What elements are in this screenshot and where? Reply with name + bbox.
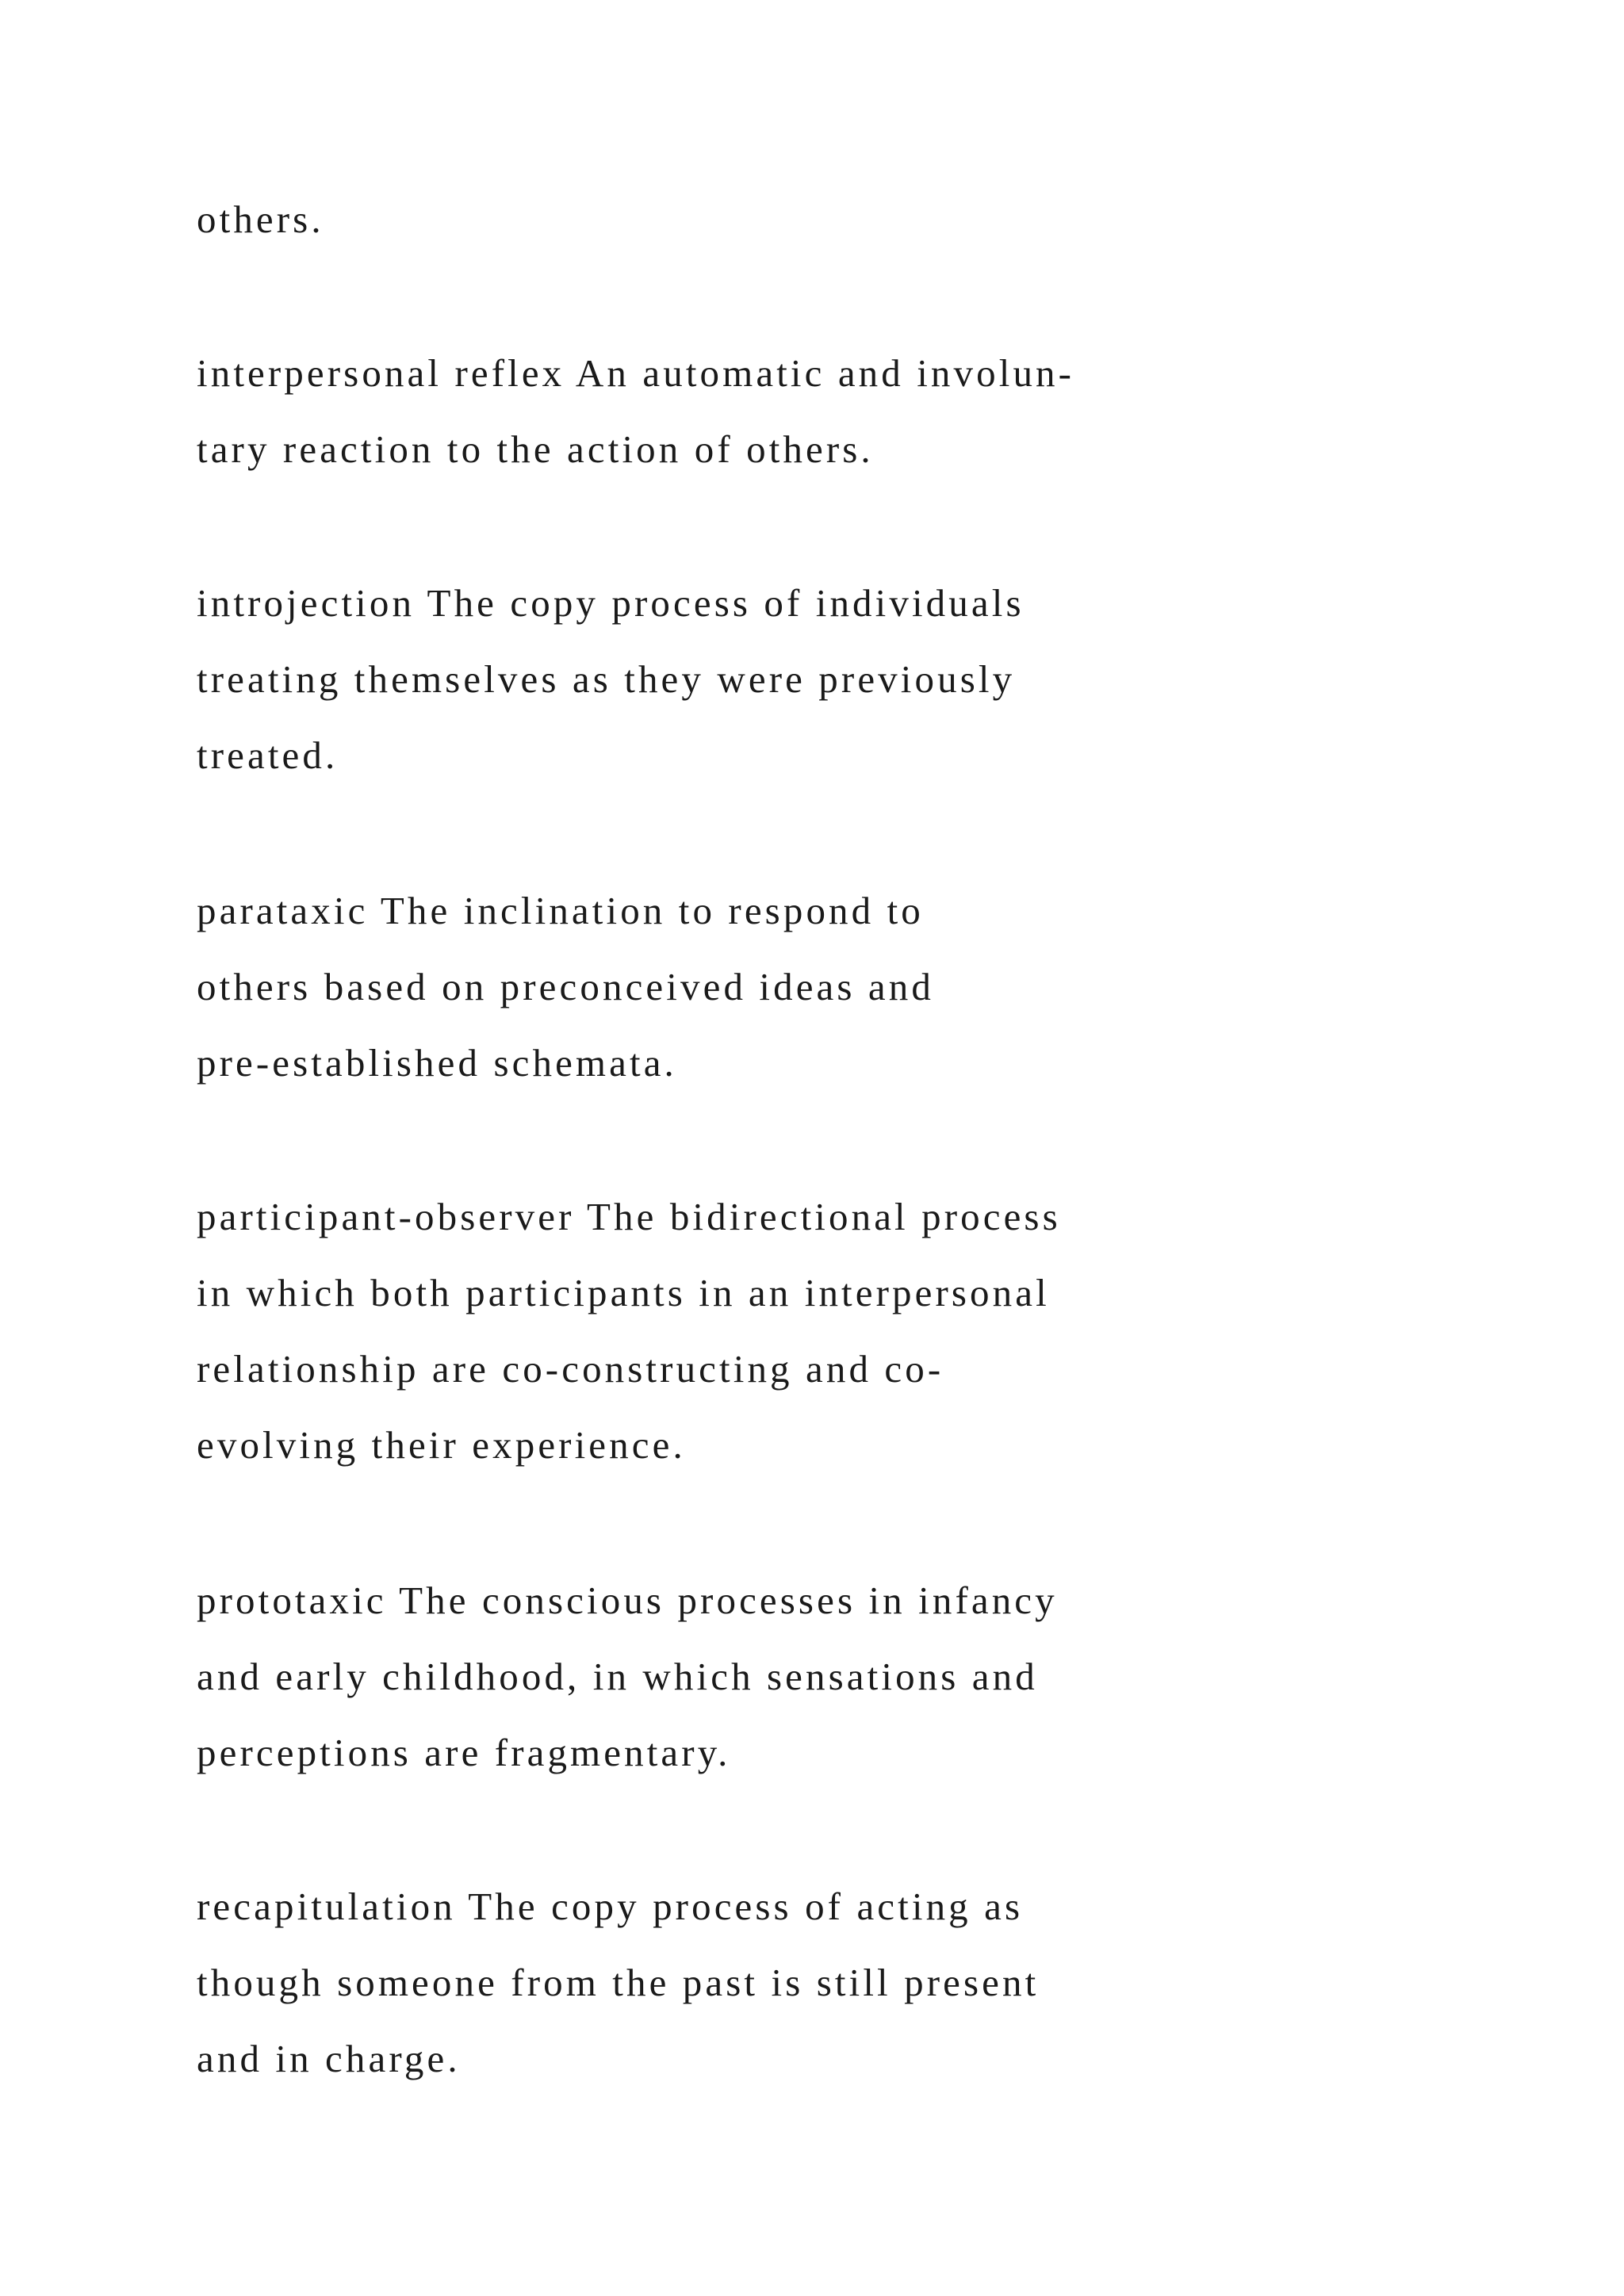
glossary-entry-prototaxic-line-2: and early childhood, in which sensations and: [197, 1655, 1038, 1698]
glossary-entry-introjection-line-2: treating themselves as they were previously: [197, 657, 1016, 701]
glossary-entry-participant-observer-line-3: relationship are co-constructing and co-: [197, 1347, 944, 1391]
glossary-entry-interpersonal-reflex-line-1: interpersonal reflex An automatic and involun-: [197, 351, 1075, 395]
glossary-entry-interpersonal-reflex-line-2: tary reaction to the action of others.: [197, 427, 874, 471]
glossary-entry-introjection-line-1: introjection The copy process of individuals: [197, 581, 1025, 625]
glossary-entry-recapitulation-line-1: recapitulation The copy process of acting as: [197, 1885, 1024, 1928]
glossary-entry-parataxic-line-3: pre-established schemata.: [197, 1041, 677, 1085]
glossary-entry-prototaxic-line-3: perceptions are fragmentary.: [197, 1731, 731, 1774]
glossary-entry-prototaxic-line-1: prototaxic The conscious processes in infancy: [197, 1578, 1058, 1622]
glossary-entry-introjection-line-3: treated.: [197, 733, 339, 777]
glossary-entry-participant-observer-line-1: participant-observer The bidirectional process: [197, 1195, 1061, 1238]
glossary-entry-recapitulation-line-3: and in charge.: [197, 2037, 461, 2080]
glossary-entry-participant-observer-line-2: in which both participants in an interpersonal: [197, 1271, 1050, 1314]
entry-continuation-line: others.: [197, 197, 324, 241]
glossary-entry-parataxic-line-2: others based on preconceived ideas and: [197, 965, 934, 1008]
glossary-entry-parataxic-line-1: parataxic The inclination to respond to: [197, 889, 924, 932]
glossary-entry-participant-observer-line-4: evolving their experience.: [197, 1423, 686, 1467]
glossary-entry-recapitulation-line-2: though someone from the past is still present: [197, 1961, 1040, 2004]
